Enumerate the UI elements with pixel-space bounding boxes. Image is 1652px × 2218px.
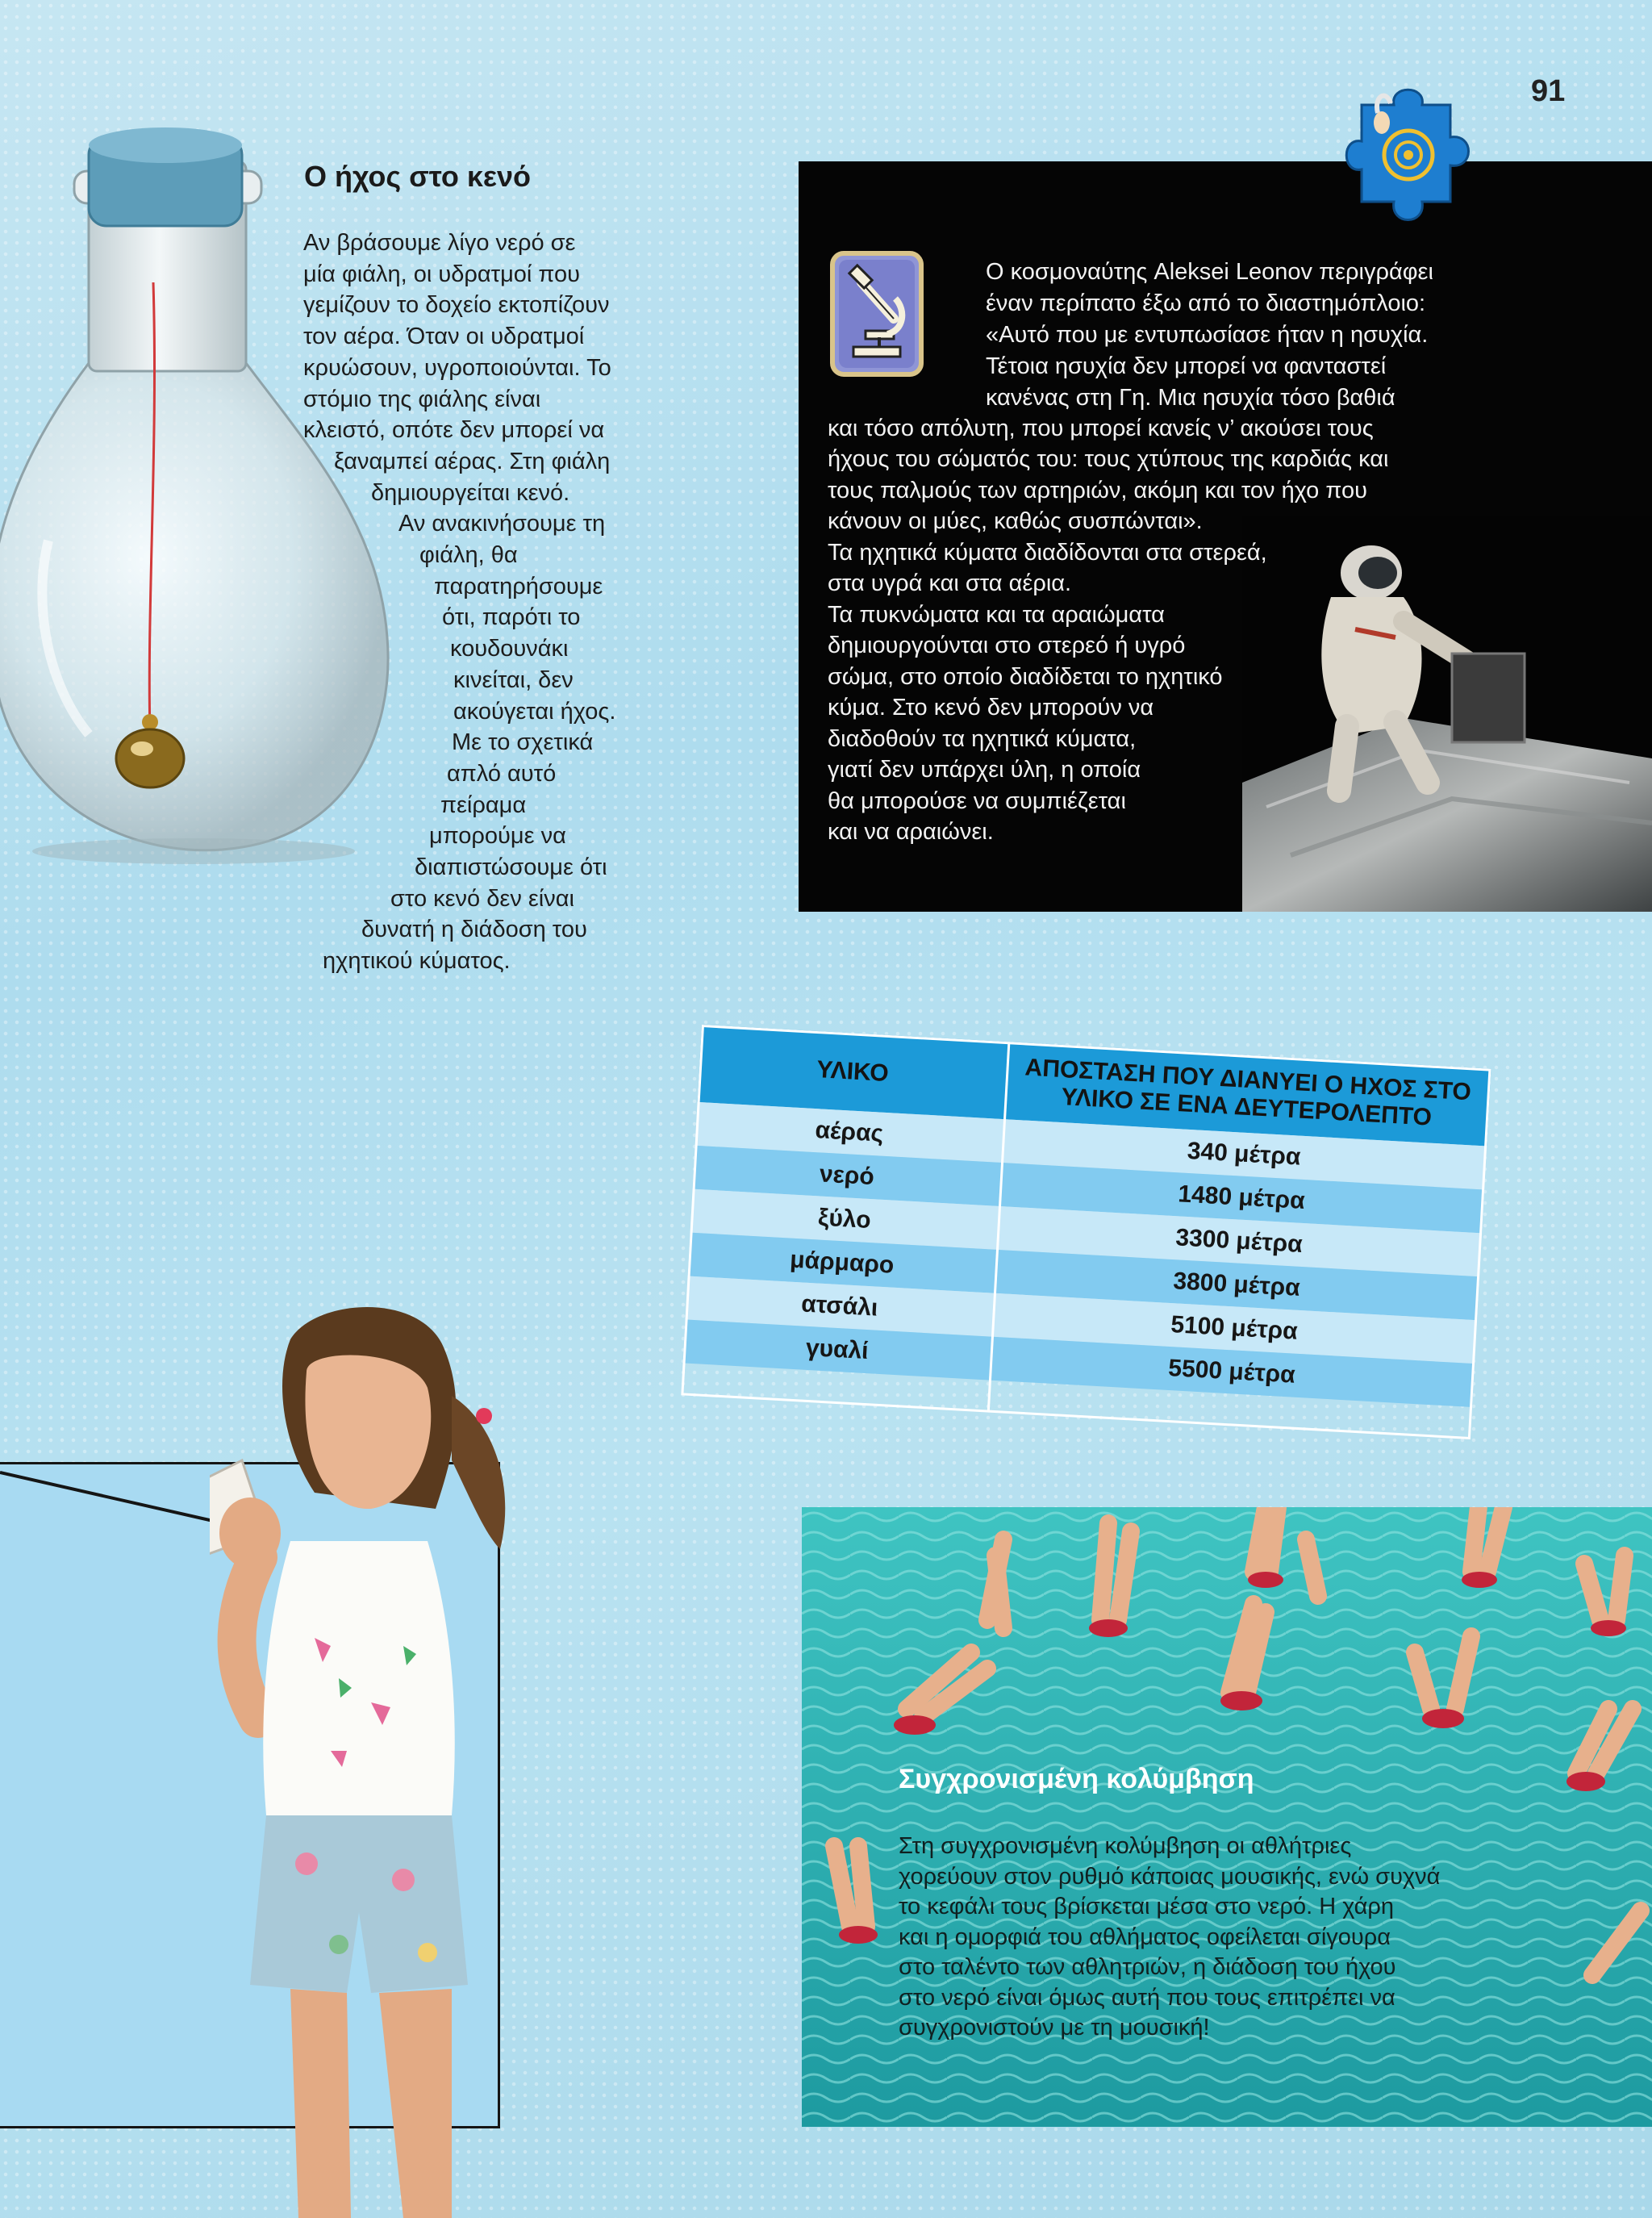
girl-with-cup-photo [210, 1299, 581, 2218]
text-line: μπορούμε να [429, 823, 566, 850]
microscope-icon [829, 250, 924, 378]
text-line: πείραμα [440, 792, 527, 818]
sound-speed-table [681, 1025, 1491, 1439]
material-cell: γυαλί [805, 1334, 870, 1365]
text-line: δυνατή η διάδοση του [361, 917, 587, 943]
text-line: Αν βράσουμε λίγο νερό σε [303, 230, 576, 256]
text-line: τους παλμούς των αρτηριών, ακόμη και τον ήχο που [828, 478, 1367, 503]
material-cell: αέρας [814, 1117, 885, 1147]
table-border [681, 1025, 1491, 1439]
text-line: διαδοθούν τα ηχητικά κύματα, [828, 726, 1137, 752]
text-line: συγχρονιστούν με τη μουσική! [899, 2015, 1210, 2040]
text-line: ήχους του σώματός του: τους χτύπους της καρδιάς και [828, 446, 1389, 472]
table-header-material: ΥΛΙΚΟ [816, 1056, 890, 1087]
text-line: στόμιο της φιάλης είναι [303, 386, 541, 412]
astronaut-photo [1242, 516, 1652, 912]
text-line: κάνουν οι μύες, καθώς συσπώνται». [828, 508, 1203, 534]
text-line: Ο κοσμοναύτης Aleksei Leonov περιγράφει [986, 259, 1433, 285]
text-line: μία φιάλη, οι υδρατμοί που [303, 261, 581, 287]
text-line: και τόσο απόλυτη, που μπορεί κανείς ν’ ακούσει τους [828, 416, 1374, 441]
text-line: Στη συγχρονισμένη κολύμβηση οι αθλήτριες [899, 1833, 1352, 1859]
material-cell: μάρμαρο [789, 1246, 895, 1279]
text-line: Με το σχετικά [452, 729, 594, 756]
text-line: και να αραιώνει. [828, 819, 994, 845]
text-line: στο ταλέντο των αθλητριών, η διάδοση του ήχου [899, 1954, 1396, 1980]
distance-cell: 5500 μέτρα [1167, 1354, 1296, 1389]
text-line: Τα πυκνώματα και τα αραιώματα [828, 602, 1165, 628]
distance-cell: 340 μέτρα [1186, 1137, 1302, 1171]
text-line: στο νερό είναι όμως αυτή που τους επιτρέπει να [899, 1984, 1395, 2011]
distance-cell: 3800 μέτρα [1172, 1268, 1301, 1301]
text-line: γιατί δεν υπάρχει ύλη, η οποία [828, 757, 1141, 783]
text-line: θα μπορούσε να συμπιέζεται [828, 788, 1126, 814]
text-line: παρατηρήσουμε [434, 573, 603, 599]
text-line: κινείται, δεν [453, 666, 574, 693]
text-line: «Αυτό που με εντυπωσίασε ήταν η ησυχία. [986, 322, 1429, 348]
text-line: στο κενό δεν είναι [390, 885, 574, 912]
pool-section-title: Συγχρονισμένη κολύμβηση [899, 1764, 1254, 1794]
text-line: χορεύουν στον ρυθμό κάποιας μουσικής, ενώ συχνά [899, 1863, 1441, 1890]
text-line: σώμα, στο οποίο διαδίδεται το ηχητικό [828, 664, 1223, 690]
flask-section-title: Ο ήχος στο κενό [304, 160, 531, 193]
text-line: Τέτοια ησυχία δεν μπορεί να φανταστεί [986, 353, 1387, 379]
table-header-distance: ΑΠΟΣΤΑΣΗ ΠΟΥ ΔΙΑΝΥΕΙ Ο ΗΧΟΣ ΣΤΟ ΥΛΙΚΟ ΣΕ ΕΝΑ ΔΕΥΤΕΡΟΛΕΠΤΟ [1024, 1054, 1472, 1131]
text-line: ηχητικού κύματος. [323, 948, 511, 975]
text-line: δημιουργείται κενό. [371, 479, 570, 506]
text-line: και η ομορφιά του αθλήματος οφείλεται σίγουρα [899, 1924, 1391, 1950]
text-line: απλό αυτό [447, 760, 557, 787]
material-cell: ξύλο [817, 1204, 872, 1234]
pool-section-text [899, 1832, 1625, 2044]
page-number: 91 [1531, 74, 1566, 108]
text-line: κουδουνάκι [450, 636, 569, 662]
flask-section-text [303, 228, 682, 977]
text-line: κανένας στη Γη. Μια ησυχία τόσο βαθιά [986, 385, 1395, 411]
text-line: κλειστό, οπότε δεν μπορεί να [303, 417, 605, 444]
distance-cell: 5100 μέτρα [1170, 1311, 1299, 1345]
text-line: κύμα. Στο κενό δεν μπορούν να [828, 695, 1154, 721]
text-line: Αν ανακινήσουμε τη [398, 511, 606, 537]
text-line: γεμίζουν το δοχείο εκτοπίζουν [303, 292, 610, 319]
text-line: ξαναμπεί αέρας. Στη φιάλη [334, 448, 611, 474]
material-cell: νερό [819, 1160, 875, 1191]
text-line: δημιουργούνται στο στερεό ή υγρό [828, 633, 1186, 658]
text-line: κρυώσουν, υγροποιούνται. Το [303, 354, 611, 381]
material-cell: ατσάλι [800, 1290, 879, 1322]
distance-cell: 3300 μέτρα [1174, 1224, 1304, 1258]
text-line: φιάλη, θα [419, 542, 518, 569]
text-line: τον αέρα. Όταν οι υδρατμοί [303, 324, 585, 350]
text-line: διαπιστώσουμε ότι [415, 854, 607, 881]
text-line: ότι, παρότι το [442, 604, 581, 631]
text-line: ακούγεται ήχος. [453, 698, 616, 725]
text-line: στα υγρά και στα αέρια. [828, 570, 1072, 596]
text-line: έναν περίπατο έξω από το διαστημόπλοιο: [986, 290, 1426, 316]
puzzle-piece-icon [1337, 81, 1483, 234]
text-line: Τα ηχητικά κύματα διαδίδονται στα στερεά, [828, 540, 1267, 566]
text-line: το κεφάλι τους βρίσκεται μέσα στο νερό. Η χάρη [899, 1894, 1395, 1919]
distance-cell: 1480 μέτρα [1177, 1180, 1306, 1215]
